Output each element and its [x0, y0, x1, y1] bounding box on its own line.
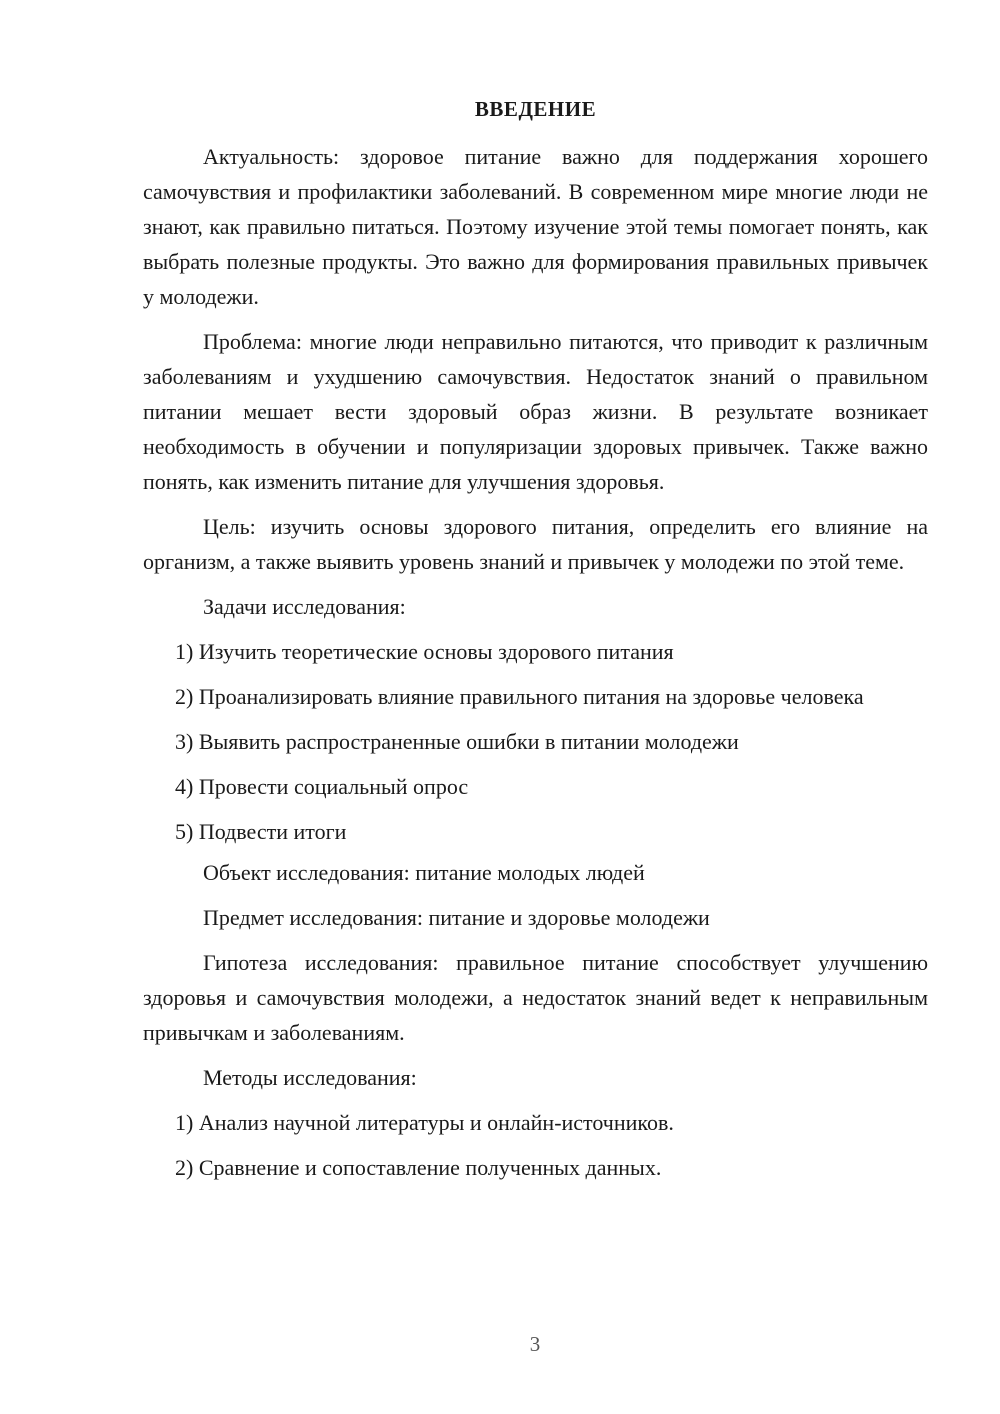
task-item-2: 2) Проанализировать влияние правильного питания на здоровье человека [175, 684, 864, 709]
goal-paragraph: Цель: изучить основы здорового питания, определить его влияние на организм, а также выявить уровень знаний и привычек у молодежи по этой теме. [143, 514, 928, 574]
subject-line: Предмет исследования: питание и здоровье молодежи [203, 905, 710, 930]
hypothesis-paragraph: Гипотеза исследования: правильное питание способствует улучшению здоровья и самочувствия молодежи, а недостаток знаний ведет к неправильным привычкам и заболеваниям. [143, 950, 928, 1045]
document-page [143, 92, 928, 1195]
method-item-2: 2) Сравнение и сопоставление полученных данных. [175, 1155, 662, 1180]
task-item-1: 1) Изучить теоретические основы здорового питания [175, 639, 674, 664]
problem-paragraph: Проблема: многие люди неправильно питаются, что приводит к различным заболеваниям и ухудшению самочувствия. Недостаток знаний о правильном питании мешает вести здоровый образ жизни. В результате возникает необходимость в обучении и популяризации здоровых привычек. Также важно понять, как изменить питание для улучшения здоровья. [143, 329, 928, 494]
task-item-4: 4) Провести социальный опрос [175, 774, 469, 799]
method-item-1: 1) Анализ научной литературы и онлайн-источников. [175, 1110, 674, 1135]
methods-heading: Методы исследования: [203, 1065, 417, 1090]
task-item-3: 3) Выявить распространенные ошибки в питании молодежи [175, 729, 739, 754]
relevance-paragraph: Актуальность: здоровое питание важно для поддержания хорошего самочувствия и профилактики заболеваний. В современном мире многие люди не знают, как правильно питаться. Поэтому изучение этой темы помогает понять, как выбрать полезные продукты. Это важно для формирования правильных привычек у молодежи. [143, 144, 928, 309]
section-title: ВВЕДЕНИЕ [474, 97, 597, 121]
tasks-heading: Задачи исследования: [203, 594, 406, 619]
task-item-5: 5) Подвести итоги [175, 819, 347, 844]
page-number: 3 [529, 1332, 541, 1356]
object-line: Объект исследования: питание молодых людей [203, 860, 645, 885]
